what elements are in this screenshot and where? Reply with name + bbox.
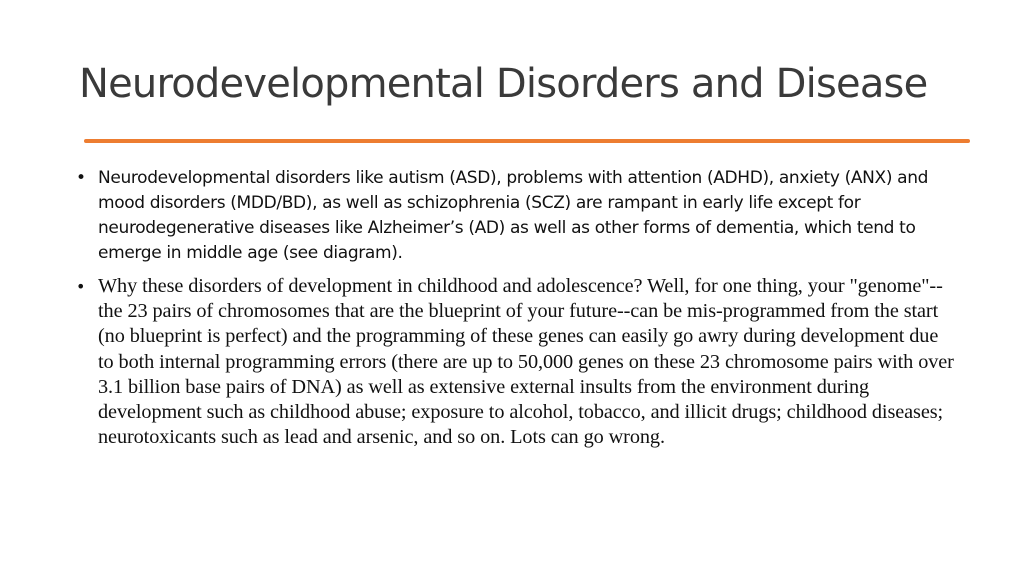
- slide-title: Neurodevelopmental Disorders and Disease: [79, 61, 928, 107]
- bullet-list: [76, 166, 956, 450]
- title-divider: [84, 139, 970, 143]
- bullet-dot-icon: •: [76, 277, 86, 296]
- bullet-dot-icon: •: [76, 168, 86, 188]
- bullet-text: Neurodevelopmental disorders like autism (ASD), problems with attention (ADHD), anxiety (ANX) and mood disorders (MDD/BD), as well as schizophrenia (SCZ) are rampant in early life except for neurodegenerative diseases like Alzheimer’s (AD) as well as other forms of dementia, which tend to emerge in middle age (see diagram).: [98, 168, 929, 263]
- bullet-text: Why these disorders of development in childhood and adolescence? Well, for one thing, your "genome"--the 23 pairs of chromosomes that are the blueprint of your future--can be mis-programmed from the start (no blueprint is perfect) and the programming of these genes can easily go awry during development due to both internal programming errors (there are up to 50,000 genes on these 23 chromosome pairs with over 3.1 billion base pairs of DNA) as well as extensive external insults from the environment during development such as childhood abuse; exposure to alcohol, tobacco, and illicit drugs; childhood diseases; neurotoxicants such as lead and arsenic, and so on. Lots can go wrong.: [98, 275, 954, 449]
- bullet-item-neurodevelopmental-disorders: [76, 166, 956, 266]
- bullet-item-why-these-disorders: [76, 274, 956, 450]
